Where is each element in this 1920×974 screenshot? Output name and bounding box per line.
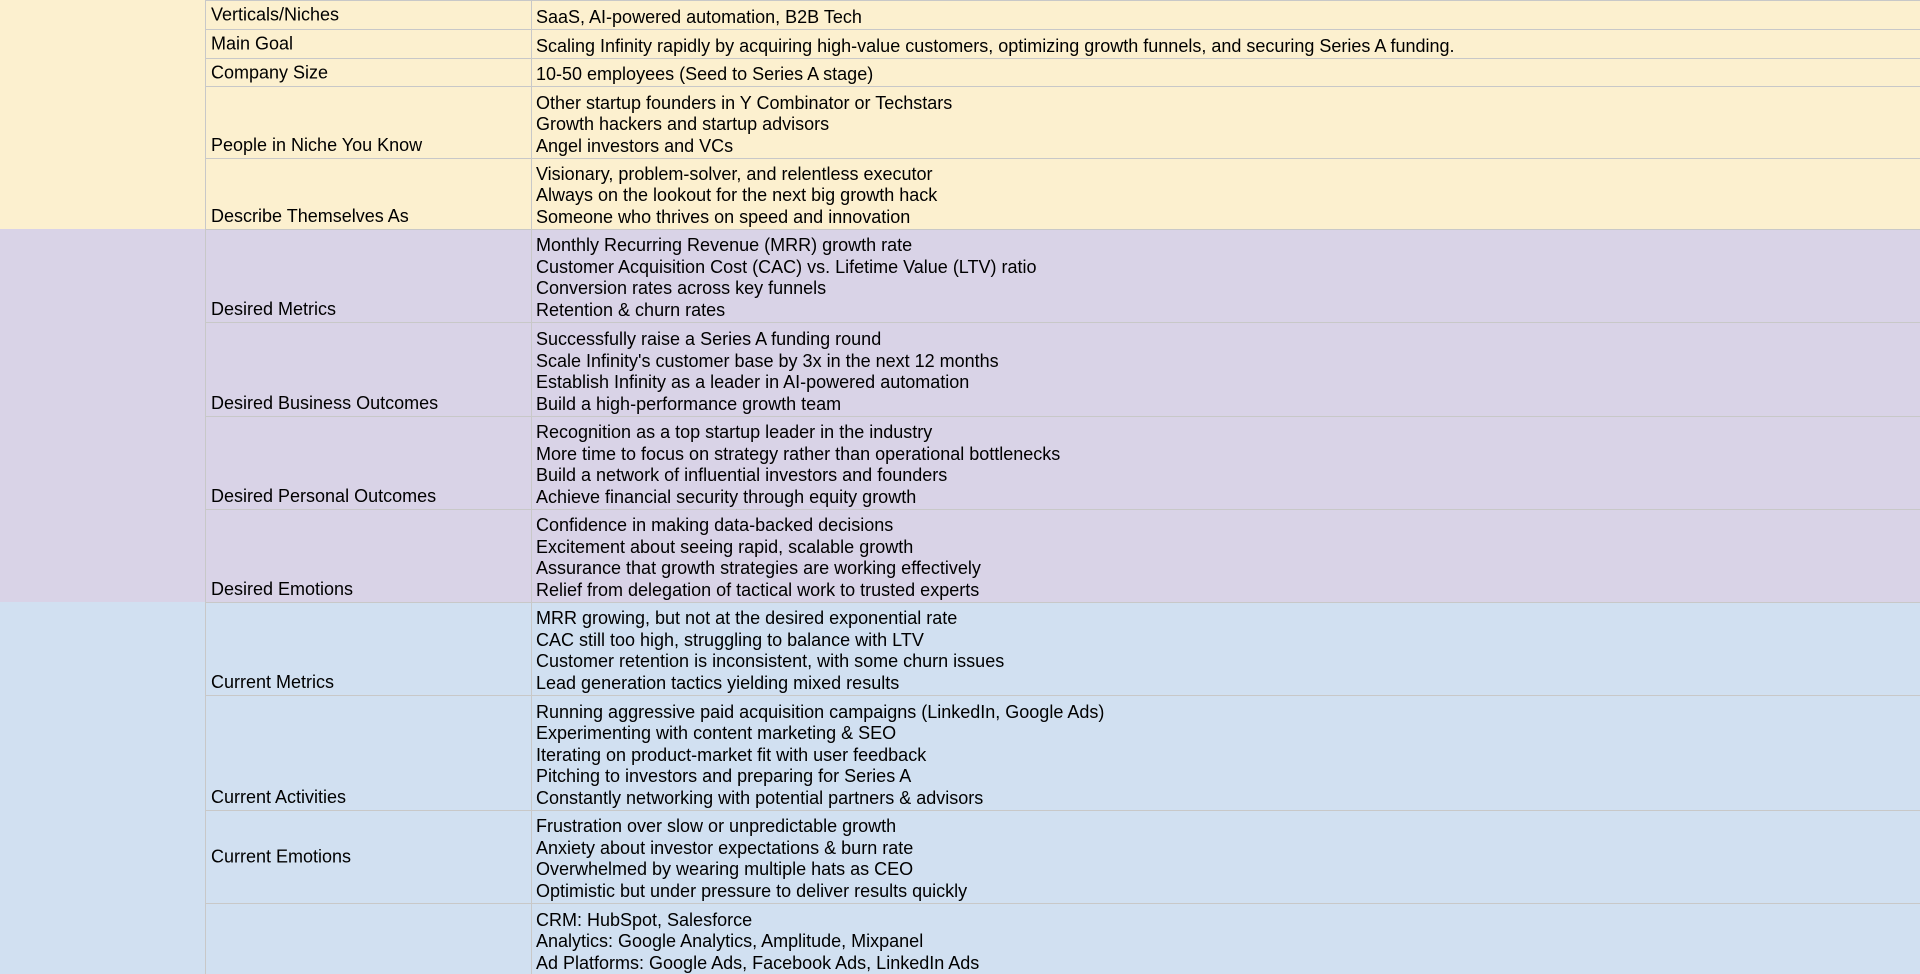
table-row xyxy=(0,695,1920,810)
value-line: Conversion rates across key funnels xyxy=(536,278,827,298)
field-cell[interactable]: Company Size xyxy=(205,58,531,86)
value-line: Someone who thrives on speed and innovation xyxy=(536,206,911,227)
value-cell[interactable] xyxy=(531,695,1920,810)
table-row xyxy=(0,58,1920,86)
field-cell[interactable]: Verticals/Niches xyxy=(205,0,531,29)
value-line: Excitement about seeing rapid, scalable growth xyxy=(536,536,914,557)
value-line: Scale Infinity's customer base by 3x in the next 12 months xyxy=(536,350,999,371)
table-row xyxy=(0,602,1920,695)
value-line: MRR growing, but not at the desired exponential rate xyxy=(536,608,958,628)
value-cell[interactable] xyxy=(531,602,1920,695)
field-cell[interactable]: Current Emotions xyxy=(205,810,531,903)
value-cell[interactable] xyxy=(531,810,1920,903)
field-cell[interactable]: Current Activities xyxy=(205,695,531,810)
table-row xyxy=(0,509,1920,602)
value-line: Recognition as a top startup leader in the industry xyxy=(536,422,933,442)
value-cell[interactable] xyxy=(531,0,1920,29)
value-line: Relief from delegation of tactical work to trusted experts xyxy=(536,579,980,600)
value-cell[interactable] xyxy=(531,229,1920,322)
field-cell[interactable]: Current Metrics xyxy=(205,602,531,695)
value-line: Monthly Recurring Revenue (MRR) growth rate xyxy=(536,235,913,255)
value-line: Build a network of influential investors and founders xyxy=(536,465,948,485)
value-line: Optimistic but under pressure to deliver results quickly xyxy=(536,880,968,901)
value-line: More time to focus on strategy rather than operational bottlenecks xyxy=(536,443,1061,464)
value-line: Constantly networking with potential partners & advisors xyxy=(536,787,984,808)
field-cell[interactable] xyxy=(205,903,531,974)
value-line: Retention & churn rates xyxy=(536,299,726,320)
value-line: Lead generation tactics yielding mixed results xyxy=(536,672,900,693)
table-row xyxy=(0,29,1920,58)
value-cell[interactable] xyxy=(531,416,1920,509)
value-line: Growth hackers and startup advisors xyxy=(536,114,830,134)
value-line: Frustration over slow or unpredictable growth xyxy=(536,816,897,836)
value-line: Confidence in making data-backed decisions xyxy=(536,515,894,535)
table-row xyxy=(0,416,1920,509)
value-cell[interactable] xyxy=(531,509,1920,602)
value-line: Assurance that growth strategies are working effectively xyxy=(536,558,981,578)
value-line: Angel investors and VCs xyxy=(536,135,734,156)
table-row xyxy=(0,903,1920,974)
field-cell[interactable]: Describe Themselves As xyxy=(205,158,531,229)
value-line: Ad Platforms: Google Ads, Facebook Ads, LinkedIn Ads xyxy=(536,952,980,973)
field-cell[interactable]: Desired Personal Outcomes xyxy=(205,416,531,509)
field-cell[interactable]: Desired Emotions xyxy=(205,509,531,602)
value-line: Visionary, problem-solver, and relentless executor xyxy=(536,163,933,184)
value-line: Successfully raise a Series A funding round xyxy=(536,329,882,349)
value-line: 10-50 employees (Seed to Series A stage) xyxy=(536,63,874,84)
table-row xyxy=(0,322,1920,416)
value-line: Anxiety about investor expectations & burn rate xyxy=(536,837,914,858)
value-line: Other startup founders in Y Combinator or Techstars xyxy=(536,92,953,113)
value-line: Overwhelmed by wearing multiple hats as CEO xyxy=(536,859,914,879)
value-line: Scaling Infinity rapidly by acquiring high-value customers, optimizing growth funnels, and securing Series A funding. xyxy=(536,35,1455,56)
value-line: Analytics: Google Analytics, Amplitude, Mixpanel xyxy=(536,931,924,951)
value-line: SaaS, AI-powered automation, B2B Tech xyxy=(536,6,862,27)
table-row xyxy=(0,86,1920,158)
field-cell[interactable]: Desired Metrics xyxy=(205,229,531,322)
table-row xyxy=(0,0,1920,29)
table-row xyxy=(0,810,1920,903)
value-line: Running aggressive paid acquisition campaigns (LinkedIn, Google Ads) xyxy=(536,701,1105,722)
value-line: Establish Infinity as a leader in AI-powered automation xyxy=(536,372,970,392)
value-cell[interactable] xyxy=(531,322,1920,416)
value-cell[interactable] xyxy=(531,903,1920,974)
value-cell[interactable] xyxy=(531,58,1920,86)
field-cell[interactable]: Main Goal xyxy=(205,29,531,58)
field-cell[interactable]: Desired Business Outcomes xyxy=(205,322,531,416)
value-line: Customer Acquisition Cost (CAC) vs. Lifetime Value (LTV) ratio xyxy=(536,256,1037,277)
table-row xyxy=(0,158,1920,229)
value-line: Achieve financial security through equity growth xyxy=(536,486,917,507)
value-cell[interactable] xyxy=(531,29,1920,58)
value-line: Customer retention is inconsistent, with some churn issues xyxy=(536,651,1005,671)
value-line: CAC still too high, struggling to balance with LTV xyxy=(536,629,924,650)
value-line: Build a high-performance growth team xyxy=(536,393,842,414)
table-row xyxy=(0,229,1920,322)
value-line: CRM: HubSpot, Salesforce xyxy=(536,909,753,930)
value-line: Pitching to investors and preparing for Series A xyxy=(536,766,912,786)
value-cell[interactable] xyxy=(531,86,1920,158)
value-line: Experimenting with content marketing & SEO xyxy=(536,723,897,743)
value-line: Always on the lookout for the next big growth hack xyxy=(536,185,938,205)
value-line: Iterating on product-market fit with user feedback xyxy=(536,744,927,765)
value-cell[interactable] xyxy=(531,158,1920,229)
field-cell[interactable]: People in Niche You Know xyxy=(205,86,531,158)
